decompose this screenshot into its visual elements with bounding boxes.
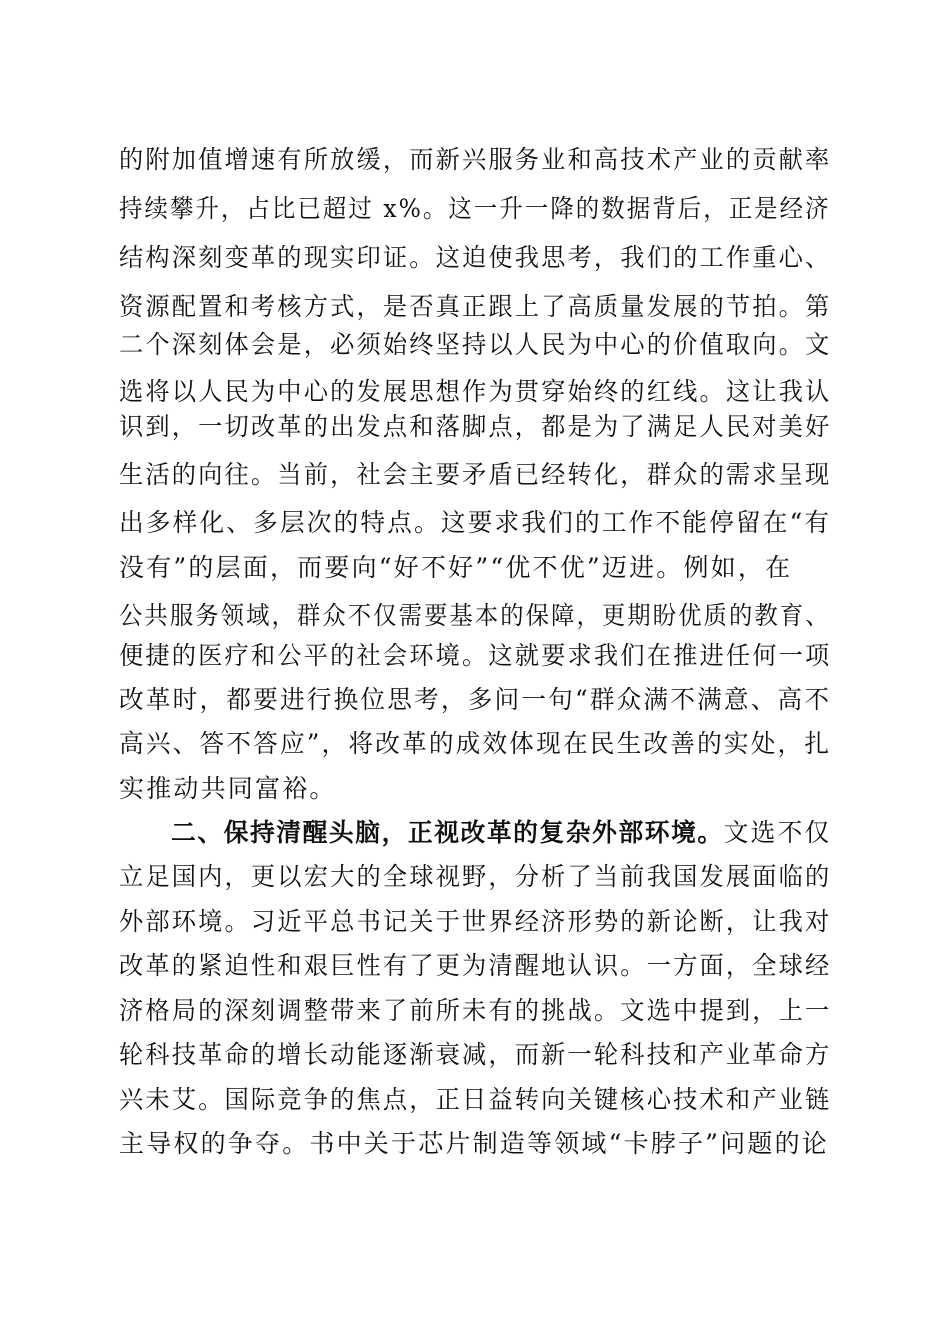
text-line: 轮科技革命的增长动能逐渐衰减，而新一轮科技和产业革命方 [119, 1040, 832, 1069]
text-line: 主导权的争夺。书中关于芯片制造等领域“卡脖子”问题的论 [119, 1129, 829, 1158]
text-line: 的附加值增速有所放缓，而新兴服务业和高技术产业的贡献率 [119, 145, 832, 174]
text-line: 公共服务领域，群众不仅需要基本的保障，更期盼优质的教育、 [119, 601, 831, 630]
text-line: 生活的向往。当前，社会主要矛盾已经转化，群众的需求呈现 [119, 460, 832, 489]
text-line: 持续攀升，占比已超过 x%。这一升一降的数据背后，正是经济 [119, 194, 831, 223]
text-line: 济格局的深刻调整带来了前所未有的挑战。文选中提到，上一 [119, 996, 832, 1025]
text-line: 改革的紧迫性和艰巨性有了更为清醒地认识。一方面，全球经 [119, 951, 832, 980]
paragraph-2-first-line [171, 811, 831, 855]
text-line: 改革时，都要进行换位思考，多问一句“群众满不满意、高不 [119, 685, 832, 714]
text-line: 出多样化、多层次的特点。这要求我们的工作不能停留在“有 [119, 508, 832, 537]
text-line: 没有”的层面，而要向“好不好”“优不优”迈进。例如，在 [119, 553, 793, 582]
text-line: 二个深刻体会是，必须始终坚持以人民为中心的价值取向。文 [119, 330, 832, 359]
text-line: 识到，一切改革的出发点和落脚点，都是为了满足人民对美好 [119, 412, 832, 441]
text-line: 资源配置和考核方式，是否真正跟上了高质量发展的节拍。第 [119, 292, 832, 321]
text-line: 结构深刻变革的现实印证。这迫使我思考，我们的工作重心、 [119, 243, 832, 272]
text-line: 外部环境。习近平总书记关于世界经济形势的新论断，让我对 [119, 907, 832, 936]
text-line: 兴未艾。国际竞争的焦点，正日益转向关键核心技术和产业链 [119, 1085, 832, 1114]
text-line: 便捷的医疗和公平的社会环境。这就要求我们在推进任何一项 [119, 641, 832, 670]
text-segment: 文选不仅 [723, 818, 832, 847]
text-line: 实推动共同富裕。 [119, 774, 337, 803]
text-line: 选将以人民为中心的发展思想作为贯穿始终的红线。这让我认 [119, 377, 832, 406]
text-line: 立足国内，更以宏大的全球视野，分析了当前我国发展面临的 [119, 862, 832, 891]
section-heading: 二、保持清醒头脑，正视改革的复杂外部环境。 [171, 818, 724, 847]
text-line: 高兴、答不答应”，将改革的成效体现在民生改善的实处，扎 [119, 729, 832, 758]
